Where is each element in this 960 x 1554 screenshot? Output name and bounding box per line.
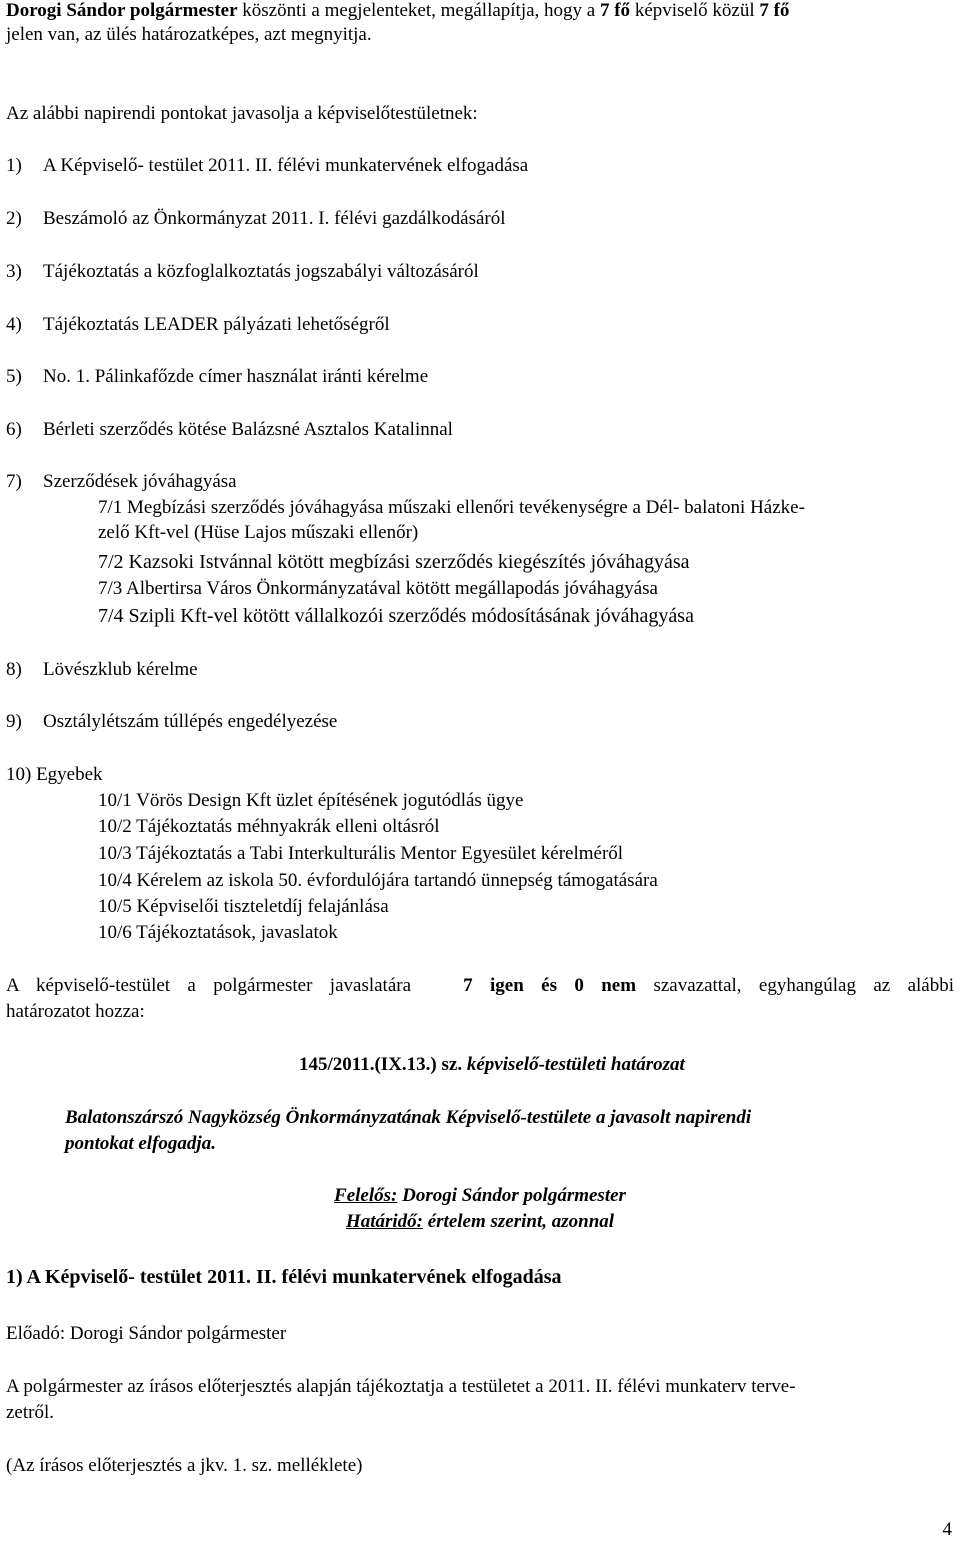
agenda-item: 1) A Képviselő- testület 2011. II. félévi munkatervének elfogadása <box>6 155 529 176</box>
agenda-item: 2) Beszámoló az Önkormányzat 2011. I. félévi gazdálkodásáról <box>6 208 506 229</box>
page-number: 4 <box>942 1519 952 1540</box>
intro-line-2: jelen van, az ülés határozatképes, azt megnyitja. <box>6 24 372 45</box>
agenda-intro: Az alábbi napirendi pontokat javasolja a képviselőtestületnek: <box>6 103 478 124</box>
sub-item: 7/1 Megbízási szerződés jóváhagyása műszaki ellenőri tevékenységre a Dél- balatoni Házke- <box>98 497 805 518</box>
agenda-item: 9) Osztálylétszám túllépés engedélyezése <box>6 711 338 732</box>
resolution-body-1: Balatonszárszó Nagyközség Önkormányzatának Képviselő-testülete a javasolt napirendi <box>65 1107 752 1128</box>
mayor-name: Dorogi Sándor polgármester <box>6 0 238 21</box>
presenter: Előadó: Dorogi Sándor polgármester <box>6 1323 287 1344</box>
section-text-2: zetről. <box>6 1402 55 1423</box>
agenda-item: 3) Tájékoztatás a közfoglalkoztatás jogszabályi változásáról <box>6 261 479 282</box>
sub-item: zelő Kft-vel (Hüse Lajos műszaki ellenőr) <box>98 522 419 543</box>
sub-item: 10/4 Kérelem az iskola 50. évfordulójára tartandó ünnepség támogatására <box>98 870 658 891</box>
deadline: Határidő: értelem szerint, azonnal <box>345 1211 615 1232</box>
sub-item: 7/2 Kazsoki Istvánnal kötött megbízási szerződés kiegészítés jóváhagyása <box>98 551 690 573</box>
vote-line-1: A képviselő-testület a polgármester javaslatára 7 igen és 0 nem szavazattal, egyhangúlag az alábbi <box>6 975 955 996</box>
intro-line-1: Dorogi Sándor polgármester köszönti a megjelenteket, megállapítja, hogy a 7 fő képviselő közül 7 fő <box>6 0 790 21</box>
responsible: Felelős: Dorogi Sándor polgármester <box>334 1185 626 1206</box>
sub-item: 10/2 Tájékoztatás méhnyakrák elleni oltásról <box>98 816 440 837</box>
vote-line-2: határozatot hozza: <box>6 1001 145 1022</box>
agenda-item: 7) Szerződések jóváhagyása <box>6 471 237 492</box>
sub-item: 10/5 Képviselői tiszteletdíj felajánlása <box>98 896 389 917</box>
agenda-item: 6) Bérleti szerződés kötése Balázsné Asztalos Katalinnal <box>6 419 453 440</box>
annex-note: (Az írásos előterjesztés a jkv. 1. sz. melléklete) <box>6 1455 363 1476</box>
agenda-item: 4) Tájékoztatás LEADER pályázati lehetőségről <box>6 314 390 335</box>
resolution-title: 145/2011.(IX.13.) sz. képviselő-testületi határozat <box>299 1054 685 1075</box>
agenda-item: 10) Egyebek <box>6 764 103 785</box>
agenda-item: 5) No. 1. Pálinkafőzde címer használat iránti kérelme <box>6 366 429 387</box>
sub-item: 7/3 Albertirsa Város Önkormányzatával kötött megállapodás jóváhagyása <box>98 578 658 599</box>
sub-item: 10/6 Tájékoztatások, javaslatok <box>98 922 338 943</box>
section-heading: 1) A Képviselő- testület 2011. II. félévi munkatervének elfogadása <box>6 1266 562 1288</box>
sub-item: 10/3 Tájékoztatás a Tabi Interkulturális Mentor Egyesület kérelméről <box>98 843 624 864</box>
agenda-item: 8) Lövészklub kérelme <box>6 659 198 680</box>
resolution-body-2: pontokat elfogadja. <box>65 1133 216 1154</box>
sub-item: 7/4 Szipli Kft-vel kötött vállalkozói szerződés módosításának jóváhagyása <box>98 605 694 627</box>
sub-item: 10/1 Vörös Design Kft üzlet építésének jogutódlás ügye <box>98 790 524 811</box>
section-text-1: A polgármester az írásos előterjesztés alapján tájékoztatja a testületet a 2011. II. félévi munkaterv terve- <box>6 1376 796 1397</box>
